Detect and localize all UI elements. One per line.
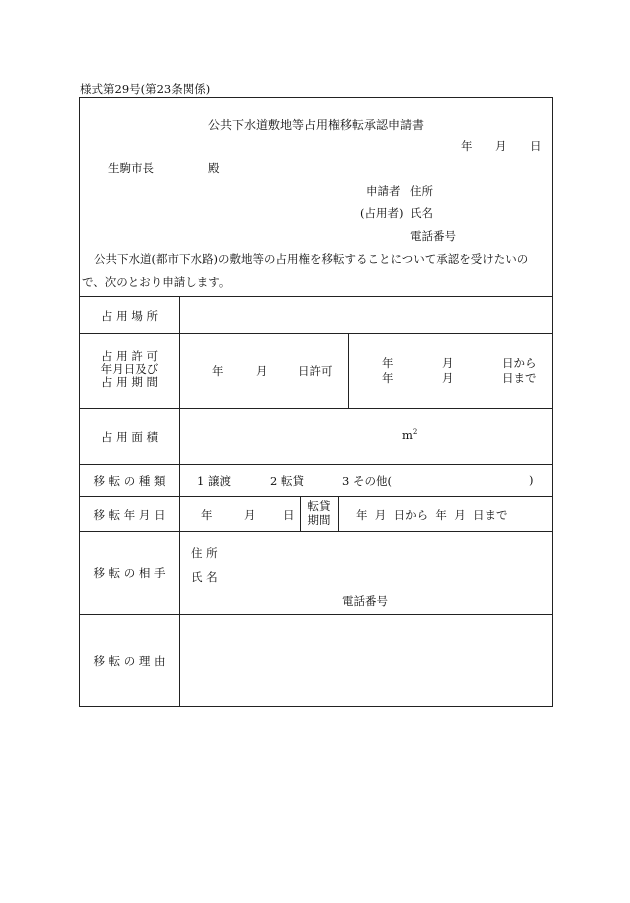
permit-month: 月 [256,364,268,378]
row-divider [80,464,552,465]
transfer-day: 日 [283,508,295,522]
row-divider [80,496,552,497]
period-from-day: 日から [502,356,537,370]
label-location: 占 用 場 所 [101,309,158,323]
transfer-option-other-close: ) [529,473,534,487]
label-permit-line2: 年月日及び [100,362,159,376]
period-from-month: 月 [442,356,454,370]
application-form [79,97,553,707]
date-month: 月 [495,139,507,153]
sublease-period: 年 月 日から 年 月 日まで [356,508,508,522]
date-year: 年 [461,139,473,153]
counterparty-address-label: 住 所 [191,546,218,560]
row-divider [80,408,552,409]
sublease-period-label-2: 期間 [307,513,331,527]
row-divider [80,614,552,615]
label-permit-line1: 占 用 許 可 [101,349,158,363]
counterparty-phone-label: 電話番号 [342,594,388,608]
period-to-day: 日まで [502,371,537,385]
row-divider [80,531,552,532]
row-divider [80,333,552,334]
transfer-option-other: 3 その他( [342,474,392,488]
label-transfer-type: 移 転 の 種 類 [93,474,166,488]
label-column-divider [179,296,180,706]
transfer-option-sublease: 2 転貸 [270,474,304,488]
label-permit-line3: 占 用 期 間 [101,375,158,389]
counterparty-name-label: 氏 名 [191,570,218,584]
label-reason: 移 転 の 理 由 [93,654,166,668]
statement-line-2: で、次のとおり申請します。 [82,275,231,289]
form-title: 公共下水道敷地等占用権移転承認申請書 [207,118,424,132]
label-counterparty: 移 転 の 相 手 [93,566,166,580]
label-area: 占 用 面 積 [101,430,158,444]
addressee-name: 生駒市長 [108,161,154,175]
label-transfer-date: 移 転 年 月 日 [93,508,166,522]
row-divider [80,296,552,297]
occupant-label: (占用者) [360,206,404,220]
permit-column-divider [348,333,349,408]
transfer-month: 月 [244,508,256,522]
statement-line-1: 公共下水道(都市下水路)の敷地等の占用権を移転することについて承認を受けたいの [94,252,529,266]
transfer-option-assignment: 1 譲渡 [197,474,231,488]
applicant-address-label: 住所 [410,184,433,198]
sublease-period-label-1: 転貸 [307,499,331,513]
transfer-year: 年 [201,508,213,522]
period-to-year: 年 [382,371,394,385]
permit-year: 年 [212,364,224,378]
applicant-name-label: 氏名 [410,206,433,220]
applicant-phone-label: 電話番号 [410,229,456,243]
form-number: 様式第29号(第23条関係) [80,82,211,96]
period-to-month: 月 [442,371,454,385]
applicant-label: 申請者 [366,184,401,198]
permit-day: 日許可 [298,364,333,378]
period-from-year: 年 [382,356,394,370]
sublease-divider-right [338,496,339,531]
addressee-honorific: 殿 [208,161,220,175]
area-unit: $m^2$ [402,428,418,442]
date-day: 日 [530,139,542,153]
